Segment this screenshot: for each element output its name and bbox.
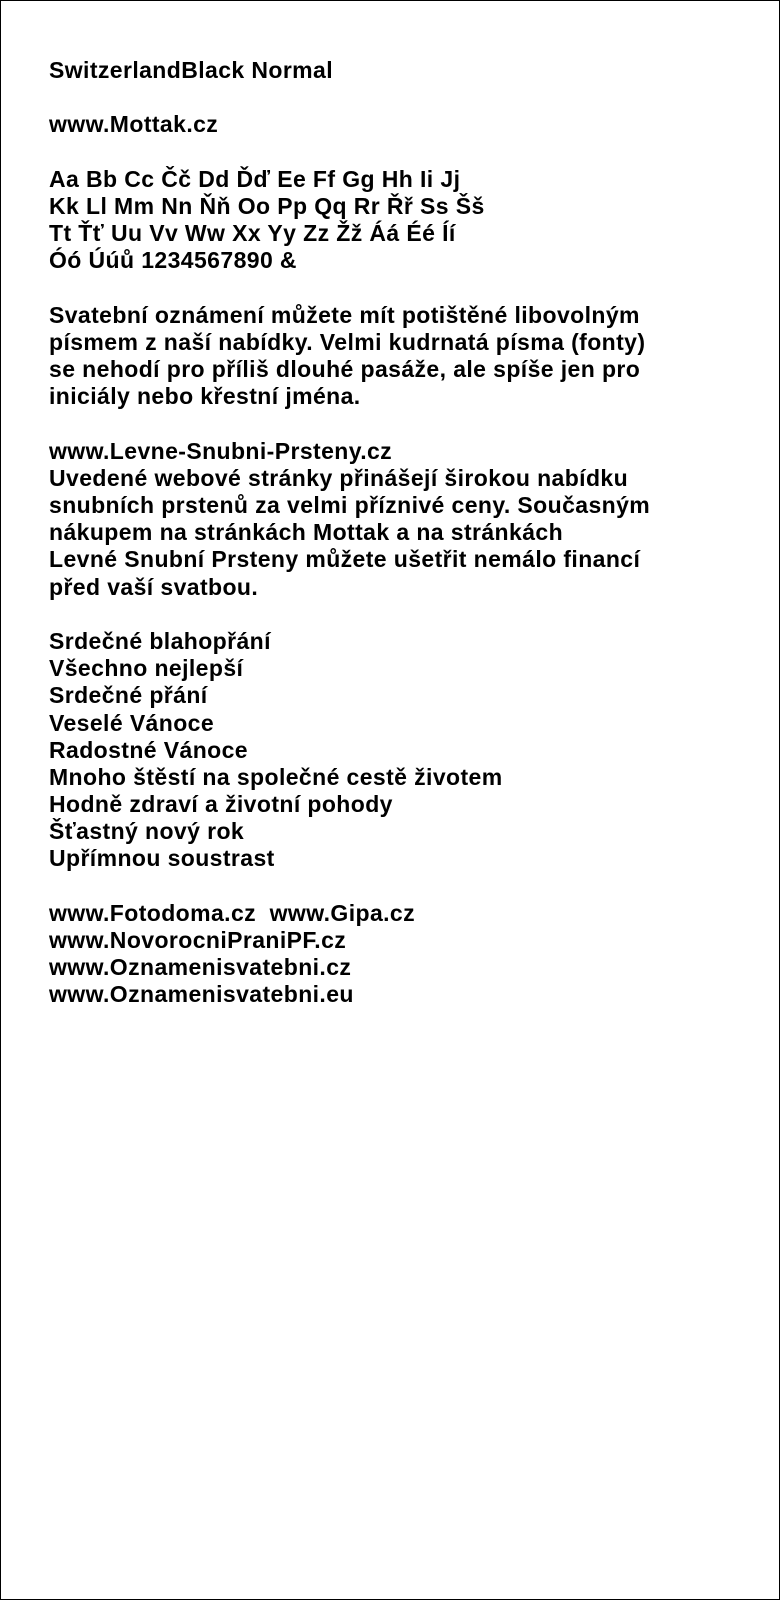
font-title: SwitzerlandBlack Normal [49,57,334,83]
paragraph-line: Levné Snubní Prsteny můžete ušetřit nemálo financí [49,546,641,573]
paragraph-fonts [49,302,650,411]
specimen-content [49,57,650,1009]
paragraph-rings [49,438,650,601]
alphabet-line: Tt Ťť Uu Vv Ww Xx Yy Zz Žž Áá Éé Íí [49,220,456,247]
paragraph-line: před vaší svatbou. [49,573,259,600]
links-list [49,900,650,1009]
website-link[interactable]: www.Mottak.cz [49,111,219,138]
link-item[interactable]: www.Oznamenisvatebni.cz [49,954,352,981]
greeting-item: Radostné Vánoce [49,736,248,763]
paragraph-line: se nehodí pro příliš dlouhé pasáže, ale spíše jen pro [49,356,641,383]
greeting-item: Všechno nejlepší [49,655,244,682]
greeting-item: Šťastný nový rok [49,818,245,845]
greetings-list [49,628,650,873]
alphabet-sample [49,166,650,275]
spacer [49,275,650,302]
paragraph-line: Uvedené webové stránky přinášejí širokou nabídku [49,464,629,491]
greeting-item: Upřímnou soustrast [49,845,275,872]
rings-website-link[interactable]: www.Levne-Snubni-Prsteny.cz [49,437,393,464]
alphabet-line: Óó Úúů 1234567890 & [49,247,297,274]
alphabet-line: Aa Bb Cc Čč Dd Ďď Ee Ff Gg Hh Ii Jj [49,165,461,192]
spacer [49,601,650,628]
greeting-item: Mnoho štěstí na společné cestě životem [49,763,503,790]
greeting-item: Hodně zdraví a životní pohody [49,791,393,818]
paragraph-line: písmem z naší nabídky. Velmi kudrnatá písma (fonty) [49,328,646,355]
spacer [49,84,650,111]
link-item[interactable]: www.Fotodoma.cz www.Gipa.cz [49,899,416,926]
paragraph-line: Svatební oznámení můžete mít potištěné libovolným [49,301,640,328]
paragraph-line: nákupem na stránkách Mottak a na stránkách [49,519,564,546]
alphabet-line: Kk Ll Mm Nn Ňň Oo Pp Qq Rr Řř Ss Šš [49,192,485,219]
greeting-item: Veselé Vánoce [49,709,215,736]
paragraph-line: iniciály nebo křestní jména. [49,383,361,410]
spacer [49,139,650,166]
greeting-item: Srdečné přání [49,682,208,709]
spacer [49,873,650,900]
greeting-item: Srdečné blahopřání [49,627,271,654]
paragraph-line: snubních prstenů za velmi příznivé ceny. Současným [49,492,651,518]
link-item[interactable]: www.Oznamenisvatebni.eu [49,981,354,1008]
spacer [49,410,650,437]
link-item[interactable]: www.NovorocniPraniPF.cz [49,927,347,953]
